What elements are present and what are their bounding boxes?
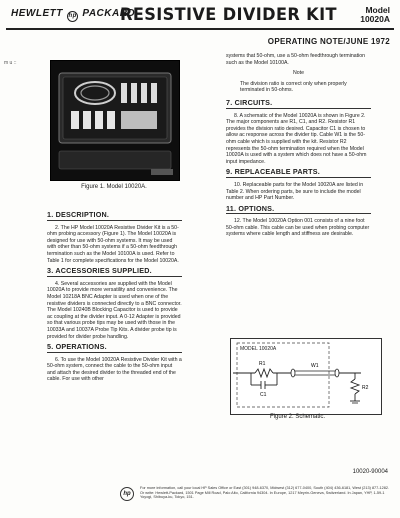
hp-logo-icon: hp [67, 11, 78, 22]
schematic-box-label: MODEL 10020A [240, 346, 277, 352]
right-column [226, 53, 371, 242]
model-number: 10020A [360, 14, 390, 24]
section-parts-heading: 9. REPLACEABLE PARTS. [226, 169, 371, 178]
edge-marks: m u :: [4, 60, 17, 66]
schematic-diagram [230, 338, 382, 415]
brand-right: PACKARD [82, 8, 136, 19]
section-description-heading: 1. DESCRIPTION. [47, 212, 182, 221]
section-operations-heading: 5. OPERATIONS. [47, 344, 182, 353]
c1-label: C1 [260, 392, 267, 398]
header-rule [6, 28, 394, 30]
section-circuits-heading: 7. CIRCUITS. [226, 100, 371, 109]
brand-logo [11, 8, 135, 22]
operations-continued: systems that 50-ohm, use a 50-ohm feedthrough termination such as the Model 10100A. [226, 53, 365, 66]
note-text: The division ratio is correct only when properly terminated in 50-ohms. [240, 80, 347, 94]
model-label: Model [365, 5, 390, 15]
section-accessories-heading: 3. ACCESSORIES SUPPLIED. [47, 268, 182, 277]
section-options-heading: 11. OPTIONS. [226, 206, 371, 215]
section-parts-body: 10. Replaceable parts for the Model 10020A are listed in Table 2. When ordering parts, be sure to include the model number and HP Part Number. [226, 181, 364, 202]
section-description-body: 2. The HP Model 10020A Resistive Divider Kit is a 50-ohm probing accessory (Figure 1). The Model 10020A is designed for use with 50-ohm systems. It may be used with other than 50-ohm systems if a 50-ohm feedthrough termination such as the Model 10100A is used. Refer to Table 1 for complete specifications for the Model 10020A. [47, 224, 179, 264]
operating-note-date: OPERATING NOTE/JUNE 1972 [267, 37, 390, 46]
document-title: RESISTIVE DIVIDER KIT [120, 5, 337, 25]
r1-label: R1 [259, 361, 266, 367]
figure-1-caption: Figure 1. Model 10020A. [81, 184, 147, 190]
section-circuits-body: 8. A schematic of the Model 10020A is shown in Figure 2. The major components are R1, C1, and R2. Resistor R1 provides the division ratio desired. Capacitor C1 is chosen to allow ac response across the divider tip. Cable W1 is the 50-ohm cable which is supplied with the kit. Resistor R2 represents the 50-ohm termination required when the Model 10020A is used with a system which does not have a 50-ohm input impedance. [226, 112, 367, 165]
section-options-body: 12. The Model 10020A Option 001 consists of a nine foot 50-ohm cable. This cable can be used when probing computer systems where cable length and stiffness are desirable. [226, 218, 370, 238]
schematic-drawing [231, 339, 381, 414]
figure-2-caption: Figure 2. Schematic. [270, 414, 326, 420]
product-photo-illustration [51, 61, 179, 180]
footer-hp-logo-icon: hp [120, 487, 134, 501]
w1-label: W1 [311, 363, 319, 369]
section-accessories-body: 4. Several accessories are supplied with the Model 10020A to provide more versatility and convenience. The Model 10218A BNC Adapter is used when one of the resistive dividers is connected directly to a BNC connector. The Model 10240B Blocking Capacitor is used to provide ac coupling at the divider input. A 0-12 Adapter is provided so that various probe tips may be used with those in the 10033A and 10037A Probe Tip Kits. A divider probe tip is provided for divider probe handling. [47, 280, 182, 340]
product-photo [50, 60, 180, 181]
part-number: 10020-90004 [352, 469, 388, 475]
note-label: Note [293, 70, 304, 77]
left-column [47, 212, 182, 387]
model-box [360, 6, 390, 24]
section-operations-body: 6. To use the Model 10020A Resistive Divider Kit with a 50-ohm system, connect the cable to the 50-ohm input and attach the desired divider to the threaded end of the cable. For use with other [47, 356, 182, 383]
footer-contact-text: For more information, call your local HP Sales Office or East (301) 948-6370, Midwest (312) 677-0400, South (404) 436-6181, West (213) 877-1282. Or write: Hewlett-Packard, 1501 Page Mill Road, Palo Alto, California 94304. In Europe, 1217 Meyrin-Geneva, Switzerland. In Japan, YHP, 1-59-1 Yoyogi, Shibuya-ku, Tokyo, 151. [140, 486, 390, 500]
brand-left: HEWLETT [11, 8, 63, 19]
r2-label: R2 [362, 385, 369, 391]
